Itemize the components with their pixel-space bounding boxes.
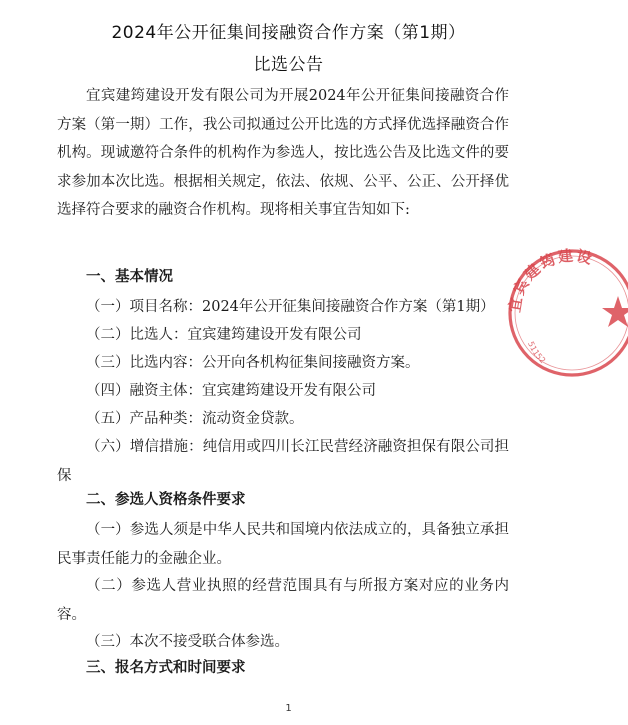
- section-heading-registration: 三、报名方式和时间要求: [86, 660, 246, 676]
- qualification-item-1: （一）参选人须是中华人民共和国境内依法成立的，具备独立承担民事责任能力的金融企业。: [57, 522, 509, 567]
- basic-info-item-content: （三）比选内容：公开向各机构征集间接融资方案。: [86, 355, 420, 371]
- intro-paragraph: 宜宾建筠建设开发有限公司为开展2024年公开征集间接融资合作方案（第一期）工作，我公司拟通过公开比选的方式择优选择融资合作机构。现诚邀符合条件的机构作为参选人，按比选公告及比选文件的要求参加本次比选。根据相关规定，依法、依规、公平、公正、公开择优选择符合要求的融资合作机构。现将相关事宜告知如下:: [57, 88, 509, 218]
- basic-info-item-credit-enhancement: （六）增信措施：纯信用或四川长江民营经济融资担保有限公司担保: [57, 439, 509, 484]
- basic-info-item-selector: （二）比选人：宜宾建筠建设开发有限公司: [86, 327, 362, 343]
- section-heading-basic-info: 一、基本情况: [86, 269, 173, 285]
- seal-serial: [526, 340, 547, 365]
- company-seal: [498, 238, 628, 388]
- qualification-item-2: （二）参选人营业执照的经营范围具有与所报方案对应的业务内容。: [57, 578, 509, 623]
- basic-info-item-financing-entity: （四）融资主体：宜宾建筠建设开发有限公司: [86, 383, 376, 399]
- seal-text-path: 宜宾建筠建设: [505, 246, 596, 314]
- qualification-item-3: （三）本次不接受联合体参选。: [86, 634, 289, 650]
- basic-info-item-product-type: （五）产品种类：流动资金贷款。: [86, 411, 304, 427]
- seal-text: [505, 246, 595, 313]
- document-subtitle: 比选公告: [253, 55, 324, 75]
- document-title: 2024年公开征集间接融资合作方案（第1期）: [111, 23, 466, 43]
- seal-star-icon: [602, 296, 628, 327]
- basic-info-item-project-name: （一）项目名称：2024年公开征集间接融资合作方案（第1期）: [86, 299, 495, 315]
- seal-serial-path: 51152: [526, 340, 548, 366]
- page-number: 1: [285, 703, 292, 714]
- section-heading-qualifications: 二、参选人资格条件要求: [86, 492, 246, 508]
